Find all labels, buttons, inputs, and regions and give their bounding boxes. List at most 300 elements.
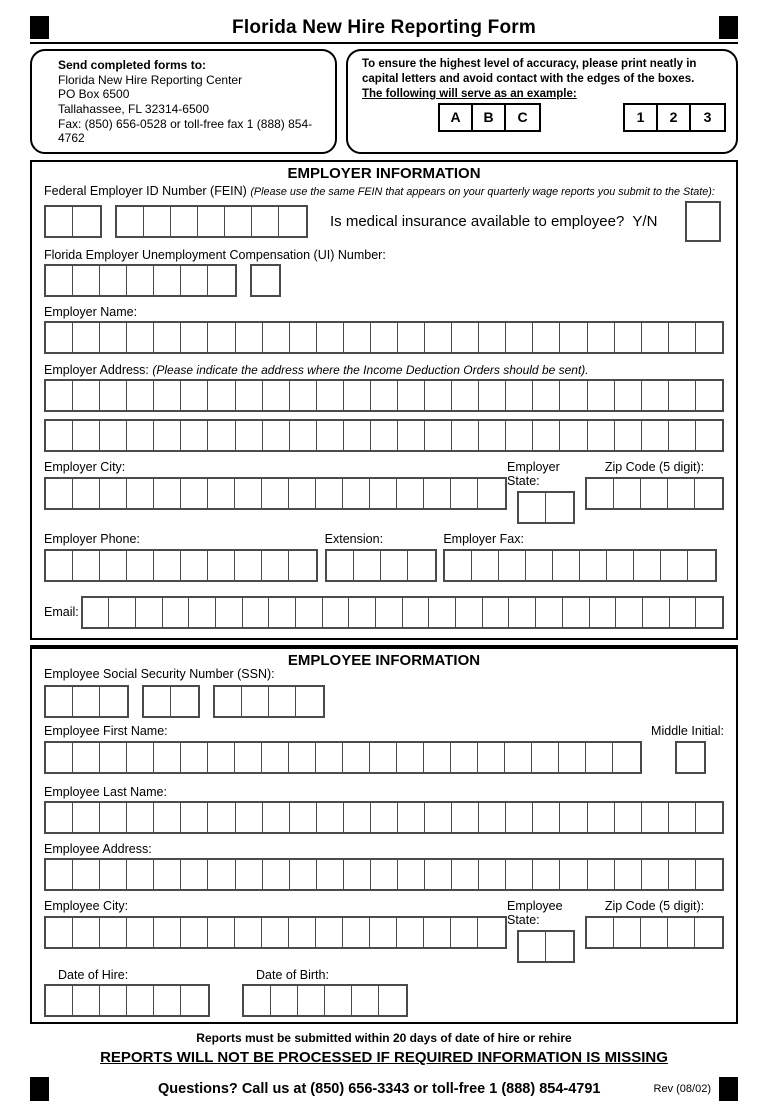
char-box[interactable] [499,551,526,580]
char-box[interactable] [456,598,483,627]
char-box[interactable] [208,743,235,772]
char-box[interactable] [425,803,452,832]
char-box[interactable] [403,598,430,627]
char-box[interactable] [208,479,235,508]
char-box[interactable] [669,381,696,410]
char-box[interactable] [452,381,479,410]
char-box[interactable] [242,687,269,716]
char-box[interactable] [669,860,696,889]
char-box[interactable] [343,743,370,772]
char-box[interactable] [235,551,262,580]
char-box[interactable] [127,860,154,889]
example-number-boxes [623,103,726,132]
char-box[interactable] [696,421,722,450]
char-box[interactable] [46,687,73,716]
char-box[interactable] [696,860,722,889]
char-box[interactable] [316,743,343,772]
ssn-row [44,685,724,718]
char-box[interactable] [263,381,290,410]
char-box[interactable] [100,803,127,832]
employer-city-state-zip-row [44,460,724,524]
char-box[interactable] [235,479,262,508]
char-box[interactable] [343,479,370,508]
char-box[interactable] [381,551,408,580]
char-box[interactable] [279,207,306,236]
medical-insurance-answer-box[interactable] [685,201,721,242]
char-box[interactable] [208,918,235,947]
char-box[interactable] [327,551,354,580]
char-box[interactable] [262,918,289,947]
char-box[interactable] [615,421,642,450]
char-box[interactable] [73,743,100,772]
char-box[interactable] [354,551,381,580]
char-box[interactable] [73,323,100,352]
char-box[interactable] [263,803,290,832]
extension-boxes [325,549,437,582]
char-box[interactable] [519,493,546,522]
missing-info-warning: REPORTS WILL NOT BE PROCESSED IF REQUIRED INFORMATION IS MISSING [100,1048,668,1066]
char-box[interactable] [127,918,154,947]
char-box[interactable] [127,323,154,352]
char-box[interactable] [641,479,668,508]
char-box[interactable] [171,687,198,716]
char-box[interactable] [100,266,127,295]
char-box[interactable] [100,381,127,410]
char-box[interactable] [695,479,722,508]
char-box[interactable] [670,598,697,627]
char-box[interactable] [607,551,634,580]
char-box[interactable] [262,743,289,772]
char-box[interactable] [127,986,154,1015]
char-box[interactable] [181,421,208,450]
char-box[interactable] [235,918,262,947]
char-box[interactable] [83,598,110,627]
char-box[interactable] [371,803,398,832]
char-box[interactable] [478,743,505,772]
char-box[interactable] [154,323,181,352]
char-box[interactable] [46,479,73,508]
char-box[interactable] [154,381,181,410]
char-box[interactable] [46,266,73,295]
char-box[interactable] [100,986,127,1015]
char-box[interactable] [208,421,235,450]
char-box[interactable] [271,986,298,1015]
char-box[interactable] [588,421,615,450]
char-box[interactable] [127,266,154,295]
char-box[interactable] [208,551,235,580]
char-box[interactable] [289,918,316,947]
char-box[interactable] [506,860,533,889]
char-box[interactable] [290,381,317,410]
char-box[interactable] [553,551,580,580]
employee-address-boxes [44,858,724,891]
char-box[interactable] [425,381,452,410]
char-box[interactable] [559,743,586,772]
char-box[interactable] [397,743,424,772]
char-box[interactable] [325,986,352,1015]
char-box[interactable] [136,598,163,627]
char-box[interactable] [289,743,316,772]
char-box[interactable] [298,986,325,1015]
char-box[interactable] [424,479,451,508]
char-box[interactable] [506,421,533,450]
char-box[interactable] [181,860,208,889]
char-box[interactable] [262,479,289,508]
char-box[interactable] [263,323,290,352]
char-box[interactable] [560,860,587,889]
char-box[interactable] [536,598,563,627]
char-box[interactable] [46,551,73,580]
char-box[interactable] [208,381,235,410]
char-box[interactable] [370,918,397,947]
char-box[interactable] [46,803,73,832]
char-box[interactable] [509,598,536,627]
char-box[interactable] [243,598,270,627]
char-box[interactable] [546,493,573,522]
char-box[interactable] [695,918,722,947]
char-box[interactable] [479,421,506,450]
char-box[interactable] [154,803,181,832]
fein-prefix-boxes [44,205,102,238]
char-box[interactable] [100,479,127,508]
char-box[interactable] [154,551,181,580]
char-box[interactable] [296,687,323,716]
char-box[interactable] [479,381,506,410]
footer [30,1031,738,1101]
char-box[interactable] [181,266,208,295]
char-box[interactable] [398,381,425,410]
char-box[interactable] [587,479,614,508]
char-box[interactable] [181,743,208,772]
char-box[interactable] [371,421,398,450]
char-box[interactable] [586,743,613,772]
char-box[interactable] [269,687,296,716]
char-box[interactable] [371,323,398,352]
char-box[interactable] [171,207,198,236]
extension-col [325,532,437,582]
char-box[interactable] [696,803,722,832]
char-box[interactable] [590,598,617,627]
char-box[interactable] [344,381,371,410]
char-box[interactable] [588,381,615,410]
corner-mark-bottom-left-icon [30,1077,49,1101]
char-box[interactable] [236,323,263,352]
char-box[interactable] [696,598,722,627]
char-box[interactable] [451,479,478,508]
char-box[interactable] [615,803,642,832]
char-box[interactable] [127,421,154,450]
char-box[interactable] [323,598,350,627]
char-box[interactable] [588,860,615,889]
char-box[interactable] [452,323,479,352]
char-box[interactable] [100,323,127,352]
char-box[interactable] [181,479,208,508]
char-box[interactable] [397,479,424,508]
char-box[interactable] [317,803,344,832]
char-box[interactable] [398,803,425,832]
char-box[interactable] [560,421,587,450]
char-box[interactable] [506,803,533,832]
char-box[interactable] [296,598,323,627]
char-box[interactable] [289,479,316,508]
char-box[interactable] [533,421,560,450]
char-box[interactable] [316,918,343,947]
char-box[interactable] [154,479,181,508]
employer-zip-boxes [585,477,724,510]
char-box[interactable] [100,687,127,716]
char-box[interactable] [263,421,290,450]
char-box[interactable] [290,323,317,352]
char-box[interactable] [290,421,317,450]
char-box[interactable] [613,743,640,772]
dates-row [44,968,724,1017]
char-box[interactable] [117,207,144,236]
char-box[interactable] [371,860,398,889]
char-box[interactable] [109,598,136,627]
char-box[interactable] [46,381,73,410]
char-box[interactable] [634,551,661,580]
char-box[interactable] [616,598,643,627]
char-box[interactable] [46,860,73,889]
char-box[interactable] [46,207,73,236]
char-box[interactable] [398,323,425,352]
char-box[interactable] [236,381,263,410]
char-box[interactable] [73,479,100,508]
char-box[interactable] [208,803,235,832]
char-box[interactable] [472,551,499,580]
char-box[interactable] [181,323,208,352]
char-box[interactable] [546,932,573,961]
char-box[interactable] [317,860,344,889]
char-box[interactable] [263,860,290,889]
employer-name-row [44,321,724,354]
char-box[interactable] [533,860,560,889]
form-header [30,16,738,44]
char-box[interactable] [181,551,208,580]
char-box[interactable] [526,551,553,580]
char-box[interactable] [317,323,344,352]
char-box[interactable] [560,323,587,352]
char-box[interactable] [208,860,235,889]
char-box[interactable] [100,421,127,450]
char-box[interactable] [181,381,208,410]
char-box[interactable] [317,381,344,410]
char-box[interactable] [563,598,590,627]
char-box[interactable] [478,479,505,508]
char-box[interactable] [642,803,669,832]
char-box[interactable] [452,421,479,450]
char-box[interactable] [100,918,127,947]
char-box[interactable] [376,598,403,627]
char-box[interactable] [236,803,263,832]
char-box[interactable] [424,918,451,947]
char-box[interactable] [144,687,171,716]
char-box[interactable] [479,803,506,832]
char-box[interactable] [100,551,127,580]
char-box[interactable] [236,860,263,889]
char-box[interactable] [424,743,451,772]
char-box[interactable] [588,323,615,352]
char-box[interactable] [641,918,668,947]
char-box[interactable] [154,421,181,450]
char-box[interactable] [642,381,669,410]
char-box[interactable] [425,323,452,352]
char-box[interactable] [533,803,560,832]
char-box[interactable] [144,207,171,236]
char-box[interactable] [290,860,317,889]
date-of-birth-label: Date of Birth: [256,967,329,982]
char-box[interactable] [154,266,181,295]
char-box[interactable] [73,551,100,580]
char-box[interactable] [46,743,73,772]
char-box[interactable] [669,323,696,352]
char-box[interactable] [379,986,406,1015]
char-box[interactable] [73,381,100,410]
char-box[interactable] [198,207,225,236]
char-box[interactable] [163,598,190,627]
char-box[interactable] [643,598,670,627]
char-box[interactable] [236,421,263,450]
char-box[interactable] [408,551,435,580]
char-box[interactable] [349,598,376,627]
char-box[interactable] [154,986,181,1015]
char-box[interactable] [615,860,642,889]
char-box[interactable] [429,598,456,627]
char-box[interactable] [614,918,641,947]
char-box[interactable] [560,381,587,410]
char-box[interactable] [505,743,532,772]
char-box[interactable] [397,918,424,947]
char-box[interactable] [696,381,722,410]
char-box[interactable] [73,986,100,1015]
employer-name-boxes [44,321,724,354]
char-box[interactable] [483,598,510,627]
char-box[interactable] [46,986,73,1015]
char-box[interactable] [425,860,452,889]
char-box[interactable] [100,743,127,772]
char-box[interactable] [244,986,271,1015]
char-box[interactable] [127,551,154,580]
char-box[interactable] [642,860,669,889]
char-box[interactable] [588,803,615,832]
char-box[interactable] [189,598,216,627]
char-box[interactable] [127,479,154,508]
char-box[interactable] [642,421,669,450]
char-box[interactable] [208,323,235,352]
char-box[interactable] [688,551,715,580]
char-box[interactable] [127,743,154,772]
char-box[interactable] [73,918,100,947]
char-box[interactable] [225,207,252,236]
char-box[interactable] [669,421,696,450]
char-box[interactable] [642,323,669,352]
char-box[interactable] [216,598,243,627]
char-box[interactable] [208,266,235,295]
char-box[interactable] [668,479,695,508]
char-box[interactable] [398,421,425,450]
char-box[interactable] [317,421,344,450]
char-box[interactable] [252,207,279,236]
char-box[interactable] [398,860,425,889]
char-box[interactable] [269,598,296,627]
char-box[interactable] [452,803,479,832]
char-box[interactable] [370,743,397,772]
char-box[interactable] [371,381,398,410]
char-box[interactable] [580,551,607,580]
char-box[interactable] [46,918,73,947]
char-box[interactable] [73,860,100,889]
char-box[interactable] [451,743,478,772]
char-box[interactable] [73,803,100,832]
char-box[interactable] [506,381,533,410]
char-box[interactable] [73,266,100,295]
char-box[interactable] [127,381,154,410]
char-box[interactable] [533,323,560,352]
char-box[interactable] [370,479,397,508]
char-box[interactable] [127,803,154,832]
char-box[interactable] [478,918,505,947]
char-box[interactable] [614,479,641,508]
char-box[interactable] [235,743,262,772]
char-box[interactable] [615,323,642,352]
char-box[interactable] [46,323,73,352]
char-box[interactable] [519,932,546,961]
char-box[interactable] [587,918,614,947]
char-box[interactable] [669,803,696,832]
char-box[interactable] [262,551,289,580]
char-box[interactable] [479,860,506,889]
char-box[interactable] [615,381,642,410]
char-box[interactable] [533,381,560,410]
char-box[interactable] [344,803,371,832]
char-box[interactable] [677,743,704,772]
char-box[interactable] [668,918,695,947]
char-box[interactable] [560,803,587,832]
char-box[interactable] [452,860,479,889]
char-box[interactable] [352,986,379,1015]
char-box[interactable] [73,421,100,450]
char-box[interactable] [479,323,506,352]
char-box[interactable] [154,918,181,947]
char-box[interactable] [181,986,208,1015]
char-box[interactable] [181,918,208,947]
char-box[interactable] [73,687,100,716]
char-box[interactable] [661,551,688,580]
char-box[interactable] [344,323,371,352]
char-box[interactable] [451,918,478,947]
char-box[interactable] [73,207,100,236]
char-box[interactable] [532,743,559,772]
char-box[interactable] [181,803,208,832]
char-box[interactable] [154,743,181,772]
char-box[interactable] [506,323,533,352]
char-box[interactable] [252,266,279,295]
char-box[interactable] [696,323,722,352]
char-box[interactable] [425,421,452,450]
char-box[interactable] [100,860,127,889]
char-box[interactable] [289,551,316,580]
char-box[interactable] [344,860,371,889]
char-box[interactable] [154,860,181,889]
char-box[interactable] [215,687,242,716]
char-box[interactable] [316,479,343,508]
char-box[interactable] [343,918,370,947]
char-box[interactable] [344,421,371,450]
char-box[interactable] [445,551,472,580]
char-box[interactable] [46,421,73,450]
char-box[interactable] [290,803,317,832]
first-name-label: Employee First Name: [44,723,168,738]
